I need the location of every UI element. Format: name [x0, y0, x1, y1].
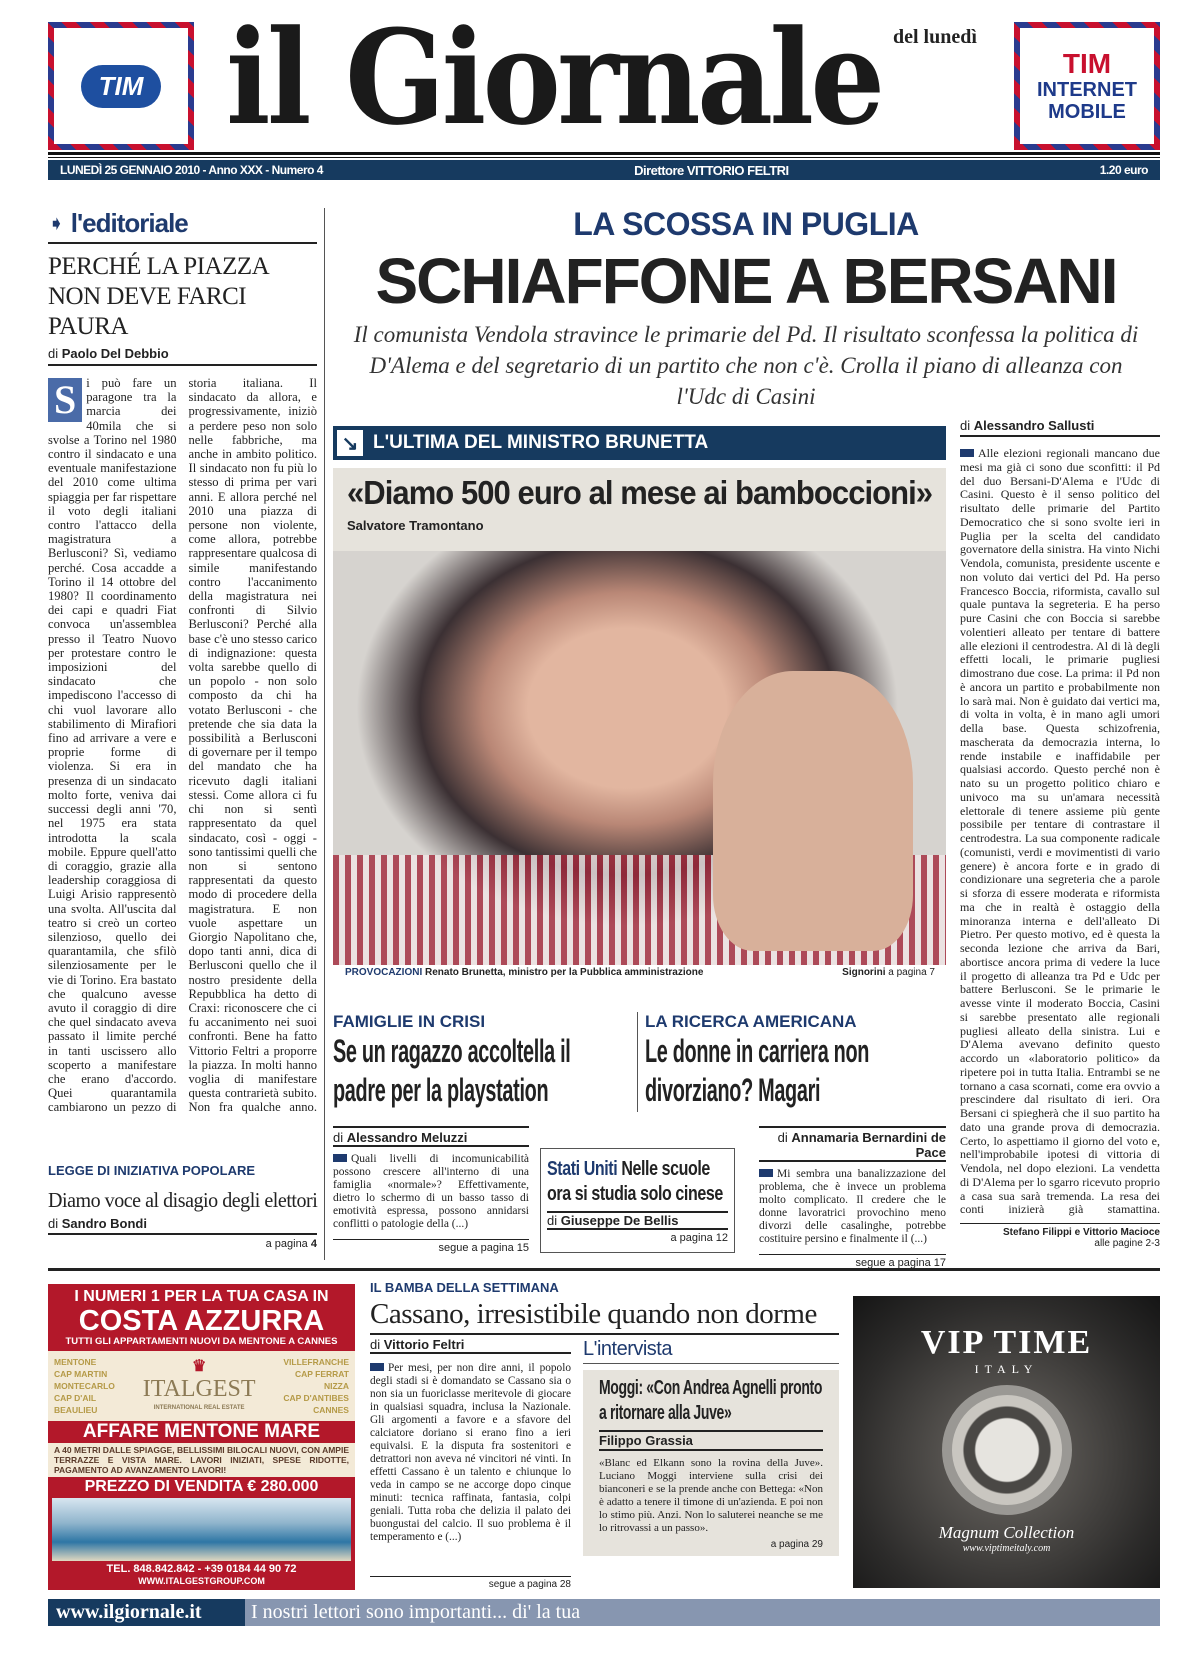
kicker: LA RICERCA AMERICANA — [645, 1012, 857, 1031]
editorial-text: S i può fare un paragone tra la marcia dei 40mila che si svolse a Torino nel 1980 contro il sindacato e una eventuale manifestazione del 2010 come ultima spiaggia per far rispettare il voto degli italiani contro l'attacco della magistratura a Berlusconi? Sì, vediamo perché. Cosa accadde a Torino il 14 ottobre del 1980? Il coordinamento dei capi e quadri Fiat convoca un'assemblea presso il Teatro Nuovo per protestare contro le imposizioni del sindacato che impediscono l'accesso di chi vuol lavorare allo stabilimento di Mirafiori fino ad arrivare a vere e proprie forme di violenza. Si era in presenza di un sindacato molto forte, veniva dai successi degli anni '70, nel 1975 era stata introdotta la scala mobile. Eppure quell'atto di coraggio, grazie alla leadership coraggiosa di Luigi Arisio rappresentò una svolta. All'uscita dal teatro si creò un corteo silenzioso, quello dei quarantamila, che sfilò silenziosamente per le vie di Torino. Era bastato che qualcuno avesse avuto il coraggio di dire che quel sindacato aveva passato il limite perché in tanti uscissero allo scoperto a manifestare che erano d'accordo. Quei quarantamila cambiarono un pezzo di storia italiana. Il sindacato da allora, e progressivamente, iniziò a perdere peso non solo nelle fabbriche, ma anche in ambito politico. Il sindacato non fu più lo stesso di prima per vari anni. E allora perché nel 2010 una piazza di persone non violente, come allora, potrebbe rappresentare qualcosa di simile manifestando contro l'accanimento della magistratura nei confronti di Silvio Berlusconi? Perché alla base c'è uno stesso carico di indignazione: questa volta sarebbe quello di un popolo - non solo composto da chi ha votato Berlusconi - che pretende che sia data la possibilità a Berlusconi di governare per il tempo del mandato che ha ricevuto dagli italiani stessi. Come allora ci fu chi non si sentì rappresentato da quel sindacato, così - oggi - sono tantissimi quelli che non si sentono rappresentati da questo modo di procedere della magistratura. E non vuole aspettare un Giorgio Napolitano che, dopo tanti anni, dica di Berlusconi quello che il nostro presidente della Repubblica ha detto di Craxi: riconoscere che ci fu accanimento nei suoi confronti. Bene ha fatto Vittorio Feltri a proporre la piazza. In molti hanno voglia di manifestare questa contrarietà subito. Non fra qualche anno. — [48, 376, 317, 1126]
author: Filippo Grassia — [599, 1430, 823, 1451]
ad-offer: AFFARE MENTONE MARE — [82, 1421, 321, 1442]
sallusti-column — [960, 418, 1160, 1249]
ad-line: I NUMERI 1 PER LA TUA CASA IN — [74, 1288, 329, 1305]
italgest-lion-logo: ♛ — [191, 1358, 207, 1375]
section-label: l'editoriale — [70, 208, 188, 238]
more-link[interactable]: segue a pagina 17 — [759, 1254, 946, 1269]
brand: VIP TIME — [920, 1324, 1093, 1361]
headline: Diamo voce al disagio degli elettori — [48, 1188, 318, 1212]
more-link[interactable]: segue a pagina 28 — [370, 1576, 571, 1590]
story-text: Quali livelli di incomunicabilità possono crescere all'interno di una famiglia «normale»? Effettivamente, dietro lo schermo di un basso tasso di emotività espressa, possono annidarsi conflitti o patologie della (...) — [333, 1153, 529, 1230]
viptime-watch-ad[interactable] — [853, 1296, 1160, 1588]
headline: Se un ragazzo accoltella il padre per la playstation — [333, 1033, 571, 1108]
lead-story[interactable] — [333, 205, 1159, 412]
issue-date: LUNEDÌ 25 GENNAIO 2010 - Anno XXX - Numero 4 — [60, 163, 323, 177]
editorial — [48, 208, 317, 1126]
author: Alessandro Sallusti — [973, 418, 1095, 433]
brand-sub: INTERNATIONAL REAL ESTATE — [153, 1405, 245, 1411]
byline-di: di — [333, 1130, 344, 1145]
tim-ad-line: MOBILE — [1048, 101, 1126, 123]
story-text: Mi sembra una banalizzazione del problema, che è invece un problema molto complicato. Il credere che le donne lavoratrici provochino meno divorzi delle casalinghe, potrebbe costituire persino e finalmente il (...) — [759, 1168, 946, 1245]
headline: Nelle scuole ora si studia solo cinese — [547, 1158, 723, 1205]
sallusti-text: Alle elezioni regionali mancano due mesi ma già ci sono due sconfitti: il Pd del duo Bersani-D'Alema e l'Udc di Casini. Questo è il senso politico del risultato delle primarie del Partito Democratico che si sono svolte ieri in Puglia per la scelta del candidato governatore della sinistra. Ha vinto Nichi Vendola, comunista, presidente uscente e non voluto dai vertici del Pd. Ha perso Francesco Boccia, riformista, cavallo sul quale puntava la segreteria. E ha perso pure Casini che con Boccia si sarebbe volentieri alleato per tentare di battere alle elezioni il centrodestra. Al di là degli effetti locali, le primarie pugliesi dimostrano due cose. La prima: il Pd non è ancora un partito e probabilmente non lo sarà mai. Non è guidato dai vertici ma, di volta in volta, è in mano agli umori della base. Questa schizofrenia, mascherata da democrazia interna, lo rende instabile e inaffidabile per qualsiasi accordo. Questo perché non è nato su un progetto politico chiaro e univoco ma su un'amara necessità elettorale di tenere assieme più gente possibile per tentare di contrastare il centrodestra. La sua componente radicale (comunisti, verdi e movimentisti di vario genere) è ancora forte e in grado di condizionare una segreteria che a parole si sforza di essere moderata e riformista ma che in realtà è ostaggio della minoranza interna e dell'alleato Di Pietro. Per questo motivo, ed è questa la seconda lezione che arriva da Bari, abortisce ancora prima di vedere la luce il progetto di alleanza tra Pd e Udc per battere Berlusconi. Se le primarie le avesse vinte il moderato Boccia, Casini si sarebbe presentato alle regionali pugliesi alleato della sinistra. Lui e D'Alema avevano definito questo accordo un «laboratorio politico» da ripetere poi in tutta Italia. Entrambi se ne tornano a casa scornati, come era ovvio a prescindere dal risultato di ieri. Ora Bersani ci spiegherà che il suo partito ha dato una grande prova di democrazia. Certo, lo aspettiamo il giorno del voto e, nell'improbabile ipotesi di vittoria di Vendola, nel dopo elezioni. La vendetta di D'Alema per lo sgarro ricevuto proprio a casa sua sarà tremenda. La resa dei conti inizierà già stamattina. — [960, 447, 1160, 1217]
lead-kicker: LA SCOSSA IN PUGLIA — [573, 206, 919, 242]
brunetta-photo — [333, 551, 946, 965]
story-ricerca[interactable] — [645, 1012, 945, 1110]
tim-logo: TIM — [81, 65, 162, 108]
price: 1.20 euro — [1099, 163, 1148, 177]
bar-label: L'ULTIMA DEL MINISTRO BRUNETTA — [373, 432, 709, 453]
kicker: Stati Uniti — [547, 1158, 618, 1180]
masthead-rule — [48, 152, 1160, 158]
coast-photo — [52, 1498, 351, 1561]
byline-di: di — [960, 418, 971, 433]
bernardini-column — [759, 1126, 946, 1269]
interview-text: «Blanc ed Elkann sono la rovina della Juve». Luciano Moggi interviene sulla crisi dei bianconeri e se la prende anche con Bettega: «Non è adatto a tenere il timone di un'azienda. E poi non lo stimo più. Anzi. Non lo saluterei neanche se me lo ritrovassi a un passo». — [599, 1457, 823, 1534]
ad-price: PREZZO DI VENDITA € 280.000 — [84, 1478, 319, 1495]
page-ref[interactable]: alle pagine 2-3 — [1094, 1238, 1160, 1249]
photo-caption — [345, 967, 935, 978]
china-box[interactable] — [540, 1148, 735, 1253]
kicker: LEGGE DI INIZIATIVA POPOLARE — [48, 1163, 256, 1178]
byline-di: di — [48, 1216, 59, 1231]
story-famiglie[interactable] — [333, 1012, 628, 1110]
arrow-down-right-icon: ↘ — [337, 430, 363, 456]
caption-kicker: PROVOCAZIONI — [345, 967, 423, 978]
headline: Moggi: «Con Andrea Agnelli pronto a ritornare alla Juve» — [599, 1377, 823, 1424]
author: Alessandro Meluzzi — [346, 1130, 468, 1145]
author: Giuseppe De Bellis — [560, 1213, 679, 1228]
interview[interactable] — [583, 1337, 839, 1556]
collection: Magnum Collection — [938, 1523, 1075, 1542]
cassano-story[interactable] — [370, 1280, 839, 1335]
site-link[interactable]: www.ilgiornale.it — [48, 1599, 245, 1626]
footer-slogan[interactable]: I nostri lettori sono importanti... di' la tua — [245, 1599, 1160, 1626]
masthead-title: il Giornale — [226, 1, 882, 154]
popular-law-story[interactable] — [48, 1163, 317, 1250]
caption-page: a pagina 7 — [888, 967, 935, 978]
kicker: FAMIGLIE IN CRISI — [333, 1012, 486, 1031]
tim-ad-line: INTERNET — [1037, 79, 1137, 101]
authors: Stefano Filippi e Vittorio Macioce — [1002, 1227, 1160, 1238]
ad-line: COSTA AZZURRA — [78, 1305, 325, 1337]
column-divider — [324, 208, 325, 1260]
section-rule — [48, 1268, 1160, 1271]
footer-bar — [48, 1599, 1160, 1626]
page-ref: a pagina 12 — [670, 1232, 728, 1244]
quote: «Diamo 500 euro al mese ai bamboccioni» — [347, 474, 933, 511]
tim-internet-ad[interactable] — [1014, 22, 1160, 150]
byline-di: di — [777, 1130, 788, 1145]
author: Annamaria Bernardini de Pace — [791, 1130, 946, 1160]
lead-subtitle: Il comunista Vendola stravince le primarie del Pd. Il risultato sconfessa la politica di D'Alema e del segretario di un partito che non c'è. Crolla il piano di alleanza con l'Udc di Casini — [353, 322, 1139, 409]
ad-web: WWW.ITALGESTGROUP.COM — [138, 1576, 265, 1586]
author: Vittorio Feltri — [383, 1337, 465, 1352]
web: www.viptimeitaly.com — [962, 1543, 1051, 1554]
story-text: Per mesi, per non dire anni, il popolo degli stadi si è domandato se Cassano sia o non sia un fuoriclasse meritevole di giocare in qualsiasi squadra, inclusa la Nazionale. Gli argomenti a favore e a sfavore del calciatore doriano si erano fino a ieri equivalsi. E la disputa fra sostenitori e detrattori non aveva né vincitori né vinti. In effetti Cassano è un talento e chiunque lo veda in campo se ne accorge dopo cinque minuti: tecnica raffinata, fantasia, colpi geniali. Tutta roba che delizia il palato dei buongustai del calcio. Il suo problema è il temperamento e (...) — [370, 1362, 571, 1543]
byline-di: di — [547, 1213, 558, 1228]
byline-di: di — [370, 1337, 381, 1352]
tim-ad-brand: TIM — [1062, 48, 1112, 79]
tim-ad-left[interactable] — [48, 22, 194, 150]
watch-icon — [942, 1385, 1072, 1515]
brand: ITALGEST — [142, 1376, 256, 1402]
masthead-title-wrap — [226, 1, 882, 154]
author: Salvatore Tramontano — [347, 518, 484, 533]
edition-label: del lunedì — [893, 26, 977, 48]
caption-text: Renato Brunetta, ministro per la Pubblica amministrazione — [425, 967, 704, 978]
cassano-column — [370, 1337, 571, 1590]
director: Direttore VITTORIO FELTRI — [634, 162, 789, 178]
caption-author: Signorini — [842, 967, 886, 978]
meluzzi-column — [333, 1126, 529, 1254]
page-num: 4 — [310, 1238, 317, 1250]
info-bar — [48, 160, 1160, 180]
brunetta-bar — [333, 426, 946, 460]
editorial-arrow-icon: ➧ — [48, 213, 65, 235]
author: Paolo Del Debbio — [61, 346, 169, 361]
ad-phone: TEL. 848.842.842 - +39 0184 44 90 72 — [106, 1563, 297, 1575]
editorial-body: i può fare un paragone tra la marcia dei 40mila che si svolse a Torino nel 1980 contro il sindacato e una eventuale manifestazione del 2010 come ultima spiaggia per far rispettare il voto degli italiani contro l'attacco della magistratura a Berlusconi? Sì, vediamo perché. Cosa accadde a Torino il 14 ottobre del 1980? Il coordinamento dei capi e quadri Fiat convoca un'assemblea presso il Teatro Nuovo per protestare contro le imposizioni del sindacato che impediscono l'accesso di chi vuol lavorare allo stabilimento di Mirafiori fino ad arrivare a vere e proprie forme di violenza. Si era in presenza di un sindacato molto forte, veniva dai successi degli anni '70, nel 1975 era stata introdotta la scala mobile. Eppure quell'atto di coraggio, grazie alla leadership coraggiosa di Luigi Arisio rappresentò una svolta. All'uscita dal teatro si creò un corteo silenzioso, quello dei quarantamila, che sfilò silenziosamente per le vie di Torino. Era bastato che qualcuno avesse avuto il coraggio di dire che quel sindacato aveva passato il limite perché in tanti uscissero allo scoperto a manifestare che erano d'accordo. Quei quarantamila cambiarono un pezzo di storia italiana. Il sindacato da allora, e progressivamente, iniziò a perdere peso non solo nelle fabbriche, ma anche in ambito politico. Il sindacato non fu più lo stesso di prima per vari anni. E allora perché nel 2010 una piazza di persone non violente, come allora, potrebbe rappresentare qualcosa di simile manifestando contro l'accanimento della magistratura nei confronti di Silvio Berlusconi? Perché alla base c'è uno stesso carico di indignazione: questa volta sarebbe quello di un popolo - non solo composto da chi ha votato Berlusconi - che pretende che sia data la possibilità a Berlusconi di governare per il tempo del mandato che ha ricevuto dagli italiani stessi. Come allora ci fu chi non si sentì rappresentato da quel sindacato, così - oggi - sono tantissimi quelli che non si sentono rappresentati da questo modo di procedere della magistratura. E non vuole aspettare un Giorgio Napolitano che, dopo tanti anni, dica di Berlusconi quello che il nostro presidente della Repubblica ha detto di Craxi: riconoscere che ci fu accanimento nei suoi confronti. Bene ha fatto Vittorio Feltri a proporre la piazza. In molti hanno voglia di manifestare questa contrarietà subito. Non fra qualche anno. — [48, 376, 317, 1115]
page-ref: a pagina 29 — [770, 1539, 823, 1550]
places-right: VILLEFRANCHE CAP FERRAT NIZZA CAP D'ANTIBES CANNES — [283, 1357, 349, 1415]
italgest-ad[interactable] — [48, 1284, 355, 1590]
places-left: MENTONE CAP MARTIN MONTECARLO CAP D'AIL BEAULIEU — [54, 1357, 115, 1415]
more-link[interactable]: segue a pagina 15 — [333, 1239, 529, 1254]
column-divider — [637, 1012, 638, 1112]
headline: Le donne in carriera non divorziano? Magari — [645, 1033, 870, 1108]
editorial-title: PERCHÉ LA PIAZZA NON DEVE FARCI PAURA — [48, 253, 268, 340]
headline: Cassano, irresistibile quando non dorme — [370, 1298, 817, 1330]
ad-offer-text: A 40 METRI DALLE SPIAGGE, BELLISSIMI BILOCALI NUOVI, CON AMPIE TERRAZZE E VISTA MARE. LAVORI INIZIATI, SPESE RIDOTTE, PAGAMENTO AD AVANZAMENTO LAVORI! — [48, 1443, 355, 1477]
byline-di: di — [48, 346, 59, 361]
section-label: L'intervista — [583, 1337, 839, 1364]
page-ref: a pagina — [265, 1238, 308, 1250]
lead-headline: SCHIAFFONE A BERSANI — [375, 245, 1117, 317]
brand-sub: ITALY — [974, 1362, 1039, 1376]
kicker: IL BAMBA DELLA SETTIMANA — [370, 1280, 559, 1295]
ad-line: TUTTI GLI APPARTAMENTI NUOVI DA MENTONE A CANNES — [65, 1336, 338, 1347]
author: Sandro Bondi — [61, 1216, 147, 1231]
brunetta-quote-box[interactable] — [333, 468, 946, 551]
